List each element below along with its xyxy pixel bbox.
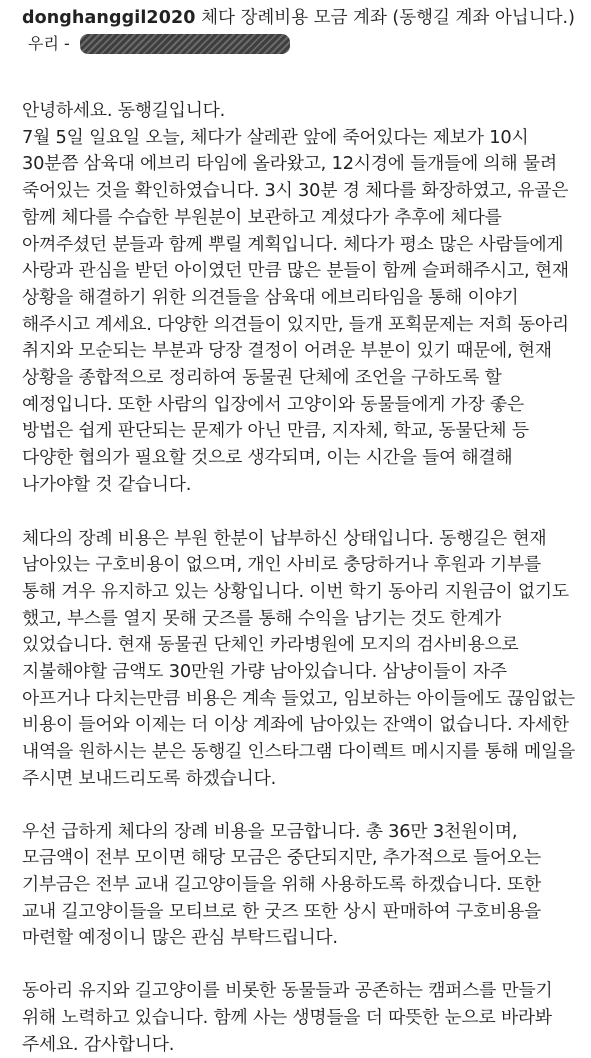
redacted-account-number (80, 34, 290, 54)
greeting-text: 안녕하세요. 동행길입니다. (22, 100, 226, 121)
bank-name: 우리 - (28, 34, 70, 53)
paragraph-funding-status: 체다의 장례 비용은 부원 한분이 납부하신 상태입니다. 동행길은 현재 남아있는 구호비용이 없으며, 개인 사비로 충당하거나 후원과 기부를 통해 겨우 유지하고 있는 상황입니다. 이번 학기 동아리 지원금이 없기도 했고, 부스를 열지 못해 굿즈를 통해 수익을 남기는 것도 한계가 있었습니다. 현재 동물권 단체인 카라병원에 모지의 검사비용으로 지불해야할 금액도 30만원 가량 남아있습니다. 삼냥이들이 자주 아프거나 다치는만큼 비용은 계속 들었고, 임보하는 아이들에도 끊임없는 비용이 들어와 이제는 더 이상 계좌에 남아있는 잔액이 없습니다. 자세한 내역을 원하시는 분은 동행길 인스타그램 다이렉트 메시지를 통해 메일을 주시면 보내드리도록 하겠습니다. (22, 527, 575, 789)
username-link[interactable]: donghanggil2020 (22, 8, 196, 28)
bank-account-line (28, 30, 578, 58)
caption-header (22, 6, 578, 30)
caption-body (22, 98, 578, 1058)
paragraph-closing: 동아리 유지와 길고양이를 비롯한 동물들과 공존하는 캠퍼스를 만들기 위해 노력하고 있습니다. 함께 사는 생명들을 더 따뜻한 눈으로 바라봐 주세요. 감사합니다. (22, 980, 553, 1055)
paragraph-fundraising: 우선 급하게 체다의 장례 비용을 모금합니다. 총 36만 3천원이며, 모금액이 전부 모이면 해당 모금은 중단되지만, 추가적으로 들어오는 기부금은 전부 교내 길고양이들을 위해 사용하도록 하겠습니다. 또한 교내 길고양이들을 모티브로 한 굿즈 또한 상시 판매하여 구호비용을 마련할 예정이니 많은 관심 부탁드립니다. (22, 820, 541, 949)
paragraph-incident: 7월 5일 일요일 오늘, 체다가 살레관 앞에 죽어있다는 제보가 10시 30분쯤 삼육대 에브리 타임에 올라왔고, 12시경에 들개들에 의해 물려 죽어있는 것을 확인하였습니다. 3시 30분 경 체다를 화장하였고, 유골은 함께 체다를 수습한 부원분이 보관하고 계셨다가 추후에 체다를 아껴주셨던 분들과 함께 뿌릴 계획입니다. 체다가 평소 많은 사람들에게 사랑과 관심을 받던 아이였던 만큼 많은 분들이 함께 슬퍼해주시고, 현재 상황을 해결하기 위한 의견들을 삼육대 에브리타임을 통해 이야기 해주시고 계세요. 다양한 의견들이 있지만, 들개 포획문제는 저희 동아리 취지와 모순되는 부분과 당장 결정이 어려운 부분이 있기 때문에, 현재 상황을 종합적으로 정리하여 동물권 단체에 조언을 구하도록 할 예정입니다. 또한 사람의 입장에서 고양이와 동물들에게 가장 좋은 방법은 쉽게 판단되는 문제가 아닌 만큼, 지자체, 학교, 동물단체 등 다양한 협의가 필요할 것으로 생각되며, 이는 시간을 들여 해결해 나가야할 것 같습니다. (22, 126, 569, 495)
post-title: 체다 장례비용 모금 계좌 (동행길 계좌 아닙니다.) (201, 8, 575, 28)
post-caption (22, 6, 578, 1058)
